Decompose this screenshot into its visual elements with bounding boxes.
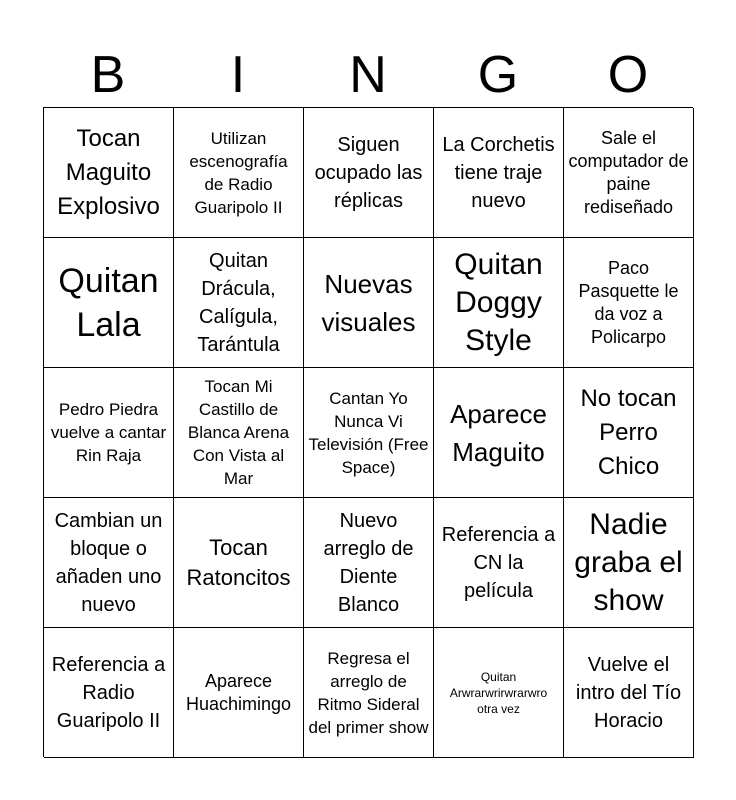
cell-text: Referencia a Radio Guaripolo II <box>51 653 166 732</box>
header-letter-b: B <box>90 46 126 104</box>
cell-text: Aparece Huachimingo <box>185 670 292 714</box>
bingo-cell-r4-c4[interactable] <box>434 498 564 628</box>
bingo-cell-r3-c3[interactable] <box>304 368 434 498</box>
cell-text: Cambian un bloque o añaden uno nuevo <box>54 509 163 616</box>
bingo-cell-r5-c5[interactable] <box>564 628 694 758</box>
cell-text: Referencia a CN la película <box>441 523 556 602</box>
bingo-cell-r2-c5[interactable] <box>564 238 694 368</box>
cell-text: Utilizan escenografía de Radio Guaripolo II <box>189 128 288 217</box>
cell-text: Quitan Doggy Style <box>454 247 543 357</box>
cell-text: No tocan Perro Chico <box>580 384 677 480</box>
cell-text: Nuevas visuales <box>321 268 416 337</box>
header-letter-n: N <box>349 46 387 104</box>
cell-text: Nadie graba el show <box>574 507 683 617</box>
bingo-header <box>43 40 693 110</box>
header-letter-g: G <box>477 46 519 104</box>
header-letter-o: O <box>607 46 649 104</box>
bingo-cell-r4-c1[interactable] <box>44 498 174 628</box>
header-letter-i: I <box>230 46 246 104</box>
cell-text: Nuevo arreglo de Diente Blanco <box>323 509 414 616</box>
bingo-cell-r4-c3[interactable] <box>304 498 434 628</box>
cell-text: Quitan Arwrarwrirwrarwro otra vez <box>449 669 548 716</box>
cell-text: Regresa el arreglo de Ritmo Sideral del primer show <box>308 648 429 737</box>
bingo-cell-r1-c2[interactable] <box>174 108 304 238</box>
bingo-cell-r2-c1[interactable] <box>44 238 174 368</box>
cell-text: Siguen ocupado las réplicas <box>314 133 423 212</box>
bingo-cell-r1-c4[interactable] <box>434 108 564 238</box>
cell-text: Vuelve el intro del Tío Horacio <box>575 653 682 732</box>
cell-text: Tocan Mi Castillo de Blanca Arena Con Vista al Mar <box>187 377 290 488</box>
bingo-cell-r1-c3[interactable] <box>304 108 434 238</box>
bingo-cell-r3-c4[interactable] <box>434 368 564 498</box>
bingo-grid <box>43 107 693 757</box>
bingo-cell-r2-c4[interactable] <box>434 238 564 368</box>
bingo-cell-r1-c1[interactable] <box>44 108 174 238</box>
bingo-cell-r5-c2[interactable] <box>174 628 304 758</box>
cell-text: Paco Pasquette le da voz a Policarpo <box>578 257 679 347</box>
bingo-cell-r5-c3[interactable] <box>304 628 434 758</box>
bingo-cell-r1-c5[interactable] <box>564 108 694 238</box>
bingo-cell-r2-c3[interactable] <box>304 238 434 368</box>
bingo-cell-r5-c4[interactable] <box>434 628 564 758</box>
bingo-cell-r4-c2[interactable] <box>174 498 304 628</box>
cell-text: Quitan Lala <box>58 261 159 344</box>
cell-text: Pedro Piedra vuelve a cantar Rin Raja <box>50 400 167 465</box>
cell-text: Tocan Maguito Explosivo <box>57 124 160 220</box>
bingo-cell-r2-c2[interactable] <box>174 238 304 368</box>
cell-text: Tocan Ratoncitos <box>186 534 291 590</box>
bingo-cell-r3-c5[interactable] <box>564 368 694 498</box>
bingo-cell-r5-c1[interactable] <box>44 628 174 758</box>
bingo-cell-r3-c1[interactable] <box>44 368 174 498</box>
cell-text: Quitan Drácula, Calígula, Tarántula <box>197 249 280 356</box>
bingo-cell-r3-c2[interactable] <box>174 368 304 498</box>
bingo-cell-r4-c5[interactable] <box>564 498 694 628</box>
cell-text: Aparece Maguito <box>450 398 547 467</box>
cell-text: Cantan Yo Nunca Vi Televisión (Free Space) <box>308 388 429 477</box>
cell-text: Sale el computador de paine rediseñado <box>568 127 689 217</box>
cell-text: La Corchetis tiene traje nuevo <box>442 133 555 212</box>
